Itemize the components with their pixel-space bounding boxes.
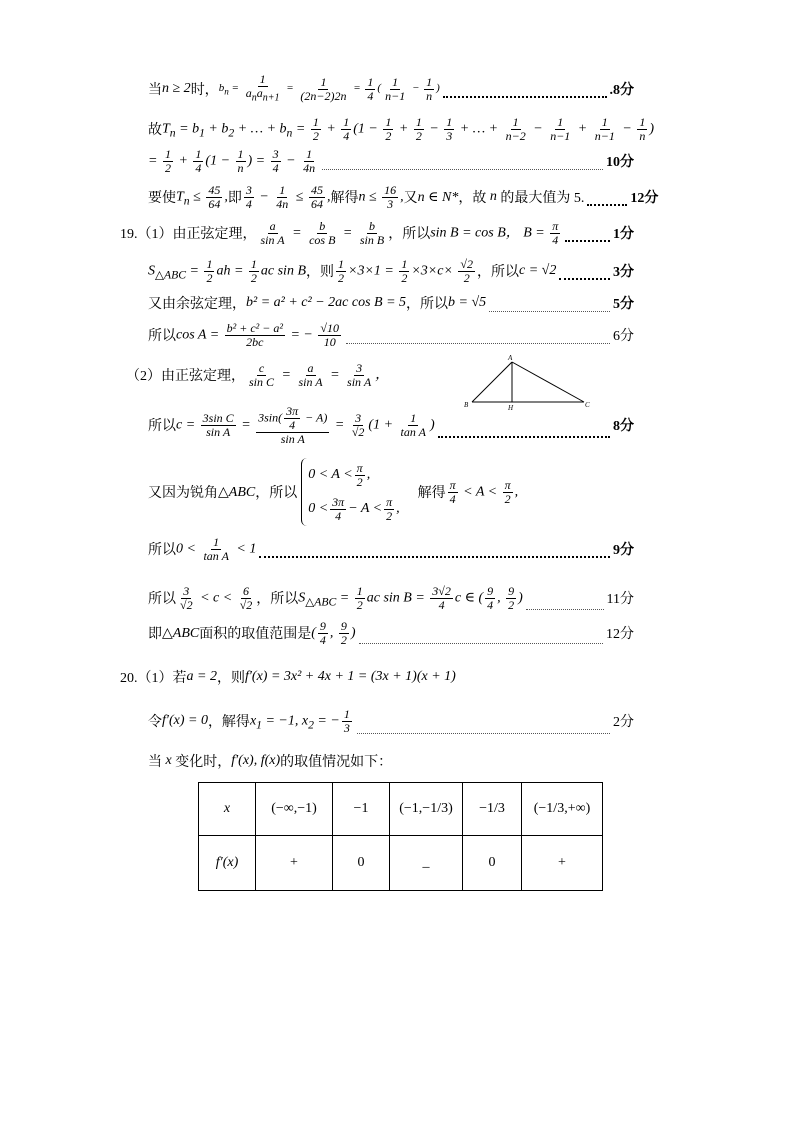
text-ze2: ，则 <box>216 671 245 686</box>
dots-leader <box>438 436 610 438</box>
score-8b: 8分 <box>613 419 634 434</box>
line-tn-sum <box>148 114 654 143</box>
math-c-val: c = √2 <box>519 263 557 278</box>
math-area: $S_{\triangle ABC}$ = $\frac{1}{2}$ ah = $\frac{1}{2}$ ac sin B <box>148 256 306 285</box>
text-you: 又 <box>403 191 418 206</box>
score-8: .8分 <box>609 83 634 98</box>
score-2: 2分 <box>613 715 634 730</box>
text-ze: ，则 <box>306 265 334 280</box>
dots-leader <box>565 240 610 242</box>
math-bn-def: $b_n$ = $\frac{1}{a_na_{n+1}}$ = $\frac{1}{(2n-2)2n}$ = $\frac{1}{4}$ ( $\frac{1}{n-1}$ − $\frac{1}{n}$ ) <box>218 72 440 104</box>
math-n-le: n ≤ $\frac{16}{3}$ , <box>358 182 404 211</box>
math-system: 0 < A < $\frac{\pi}{2}$ , 0 < $\frac{3\pi}{4}$ − A < $\frac{\pi}{2}$ , <box>301 458 399 526</box>
text-gu: 故 <box>148 123 162 138</box>
text-jiede2: 解得 <box>417 486 446 501</box>
dots-leader <box>359 643 603 644</box>
math-abc2: △ABC <box>162 625 200 641</box>
dots-leader <box>587 204 627 206</box>
text-suoyi9: ，所以 <box>256 592 299 607</box>
line-area-range <box>148 618 634 648</box>
text-suoyi7: 所以 <box>148 543 176 558</box>
line-bn <box>148 72 634 104</box>
score-12b: 12分 <box>606 627 634 642</box>
dots-leader <box>559 278 610 280</box>
math-b-val: b = √5 <box>448 295 487 310</box>
text-cosine: 又由余弦定理， <box>148 297 246 312</box>
text-acute: 又因为锐角 <box>148 486 218 501</box>
text-dang: 当 <box>148 83 162 98</box>
table-header-3: (−1,−1/3) <box>390 783 463 836</box>
text-dang2: 当 <box>148 755 162 770</box>
table-header-x: x <box>199 783 256 836</box>
table-row-label: f′(x) <box>199 836 256 891</box>
text-suoyi5: 所以 <box>148 419 176 434</box>
text-suoyi2: ，所以 <box>477 265 519 280</box>
table-cell: 0 <box>463 836 522 891</box>
math-tn-result: = $\frac{1}{2}$ + $\frac{1}{4}$ (1 − $\frac{1}{n}$ ) = $\frac{3}{4}$ − $\frac{1}{4n}$ <box>148 146 316 175</box>
math-sine-law: $\frac{a}{\text{sin A}}$ = $\frac{b}{\text{cos B}}$ = $\frac{b}{\text{sin B}}$ <box>260 218 385 247</box>
label-c: C <box>585 401 590 409</box>
text-gu2: ，故 <box>458 191 487 206</box>
dots-leader <box>346 343 610 344</box>
label-b: B <box>464 401 469 409</box>
text-max: 的最大值为 5. <box>500 191 585 206</box>
math-c-expr: c = $\frac{\text{3sin C}}{\text{sin A}}$ = 3sin( $\frac{3\pi}{4}$ − A) sin A = $\frac{3}{√2}$ (1 + $\frac{1}{\text{tan A}}$ ) <box>176 403 435 446</box>
score-11: 11分 <box>606 592 634 607</box>
table-row <box>199 836 603 891</box>
line-cosine <box>148 290 634 316</box>
line-c-expr <box>148 403 634 446</box>
math-a-eq-2: a = 2 <box>186 669 217 684</box>
line-cosA <box>148 322 634 348</box>
label-a: A <box>508 354 513 362</box>
text-ji: 即 <box>227 191 242 206</box>
triangle-figure <box>462 352 592 412</box>
line-tan <box>148 536 634 562</box>
text-suoyi8: 所以 <box>148 592 176 607</box>
label-h: H <box>508 404 514 412</box>
math-c-range: $\frac{3}{√2}$ < c < $\frac{6}{√2}$ <box>180 583 253 612</box>
line-acute <box>148 458 634 526</box>
math-x: x <box>162 753 176 768</box>
math-cosA: cos A = $\frac{\text{b² + c² − a²}}{2bc}$ = − $\frac{√10}{10}$ <box>176 320 339 349</box>
dots-leader <box>526 609 604 610</box>
score-1: 1分 <box>613 227 634 242</box>
dots-leader <box>322 169 603 170</box>
math-tan-range: 0 < $\frac{1}{\text{tan A}}$ < 1 <box>176 534 257 563</box>
text-yaoshi: 要使 <box>148 191 176 206</box>
score-3: 3分 <box>613 265 634 280</box>
line-area <box>148 258 634 284</box>
score-5: 5分 <box>613 297 634 312</box>
text-jiede3: ，解得 <box>207 715 250 730</box>
text-shi: 时， <box>190 83 219 98</box>
math-f-fprime: f′(x), f(x) <box>231 753 281 768</box>
table-header-1: (−∞,−1) <box>256 783 333 836</box>
table-cell: + <box>256 836 333 891</box>
math-sine-law-2: $\frac{c}{\text{sin C}}$ = $\frac{a}{\text{sin A}}$ = $\frac{3}{\text{sin A}}$ ， <box>249 360 390 389</box>
line-c-range <box>148 582 634 614</box>
text-suoyi3: ，所以 <box>406 297 449 312</box>
text-ling: 令 <box>148 715 162 730</box>
text-part2: （2）由正弦定理， <box>126 369 245 384</box>
dots-leader <box>357 733 610 734</box>
table-row <box>199 783 603 836</box>
math-tn-sum: $T_n = b_1 + b_2$ + … + $b_n$ = $\frac{1}{2}$ + $\frac{1}{4}$ (1 − $\frac{1}{2}$ + $\frac{1}{2}$ − $\frac{1}{3}$ + … + $\frac{1}{n-2}$ − $\frac{1}{n-1}$ + $\frac{1}{n-1}$ − $\frac{1}{n}$ ) <box>162 114 654 143</box>
line-max-n <box>148 182 659 211</box>
dots-leader <box>443 96 607 98</box>
text-suoyi: ，所以 <box>388 227 431 242</box>
text-suoyi4: 所以 <box>148 329 176 344</box>
score-12: 12分 <box>630 191 659 206</box>
text-bianhua: 变化时， <box>175 755 232 770</box>
text-q20: 20.（1）若 <box>120 671 187 686</box>
math-area-2: $\frac{1}{2}$ ×3×1 = $\frac{1}{2}$ ×3×c× $\frac{√2}{2}$ <box>338 256 473 285</box>
score-6: 6分 <box>613 329 634 344</box>
variation-table <box>198 782 603 891</box>
math-roots: $x_1 = -1$, $x_2$ = − $\frac{1}{3}$ <box>249 706 350 735</box>
dots-leader <box>259 556 610 558</box>
dots-leader <box>489 311 610 312</box>
math-abc: △ABC <box>218 484 256 500</box>
math-tn-ineq: $T_n$ ≤ $\frac{45}{64}$ , <box>176 182 228 211</box>
math-sinB-cosB: sin B = cos B， B = $\frac{\pi}{4}$ <box>430 218 559 247</box>
table-header-5: (−1/3,+∞) <box>522 783 603 836</box>
line-q20 <box>120 664 634 690</box>
math-cosine: b² = a² + c² − 2ac cos B = 5 <box>246 295 407 310</box>
table-cell: 0 <box>333 836 390 891</box>
score-9: 9分 <box>613 543 634 558</box>
table-header-2: −1 <box>333 783 390 836</box>
math-A-range: $\frac{\pi}{4}$ < A < $\frac{\pi}{2}$ , <box>449 477 519 506</box>
table-cell: + <box>522 836 603 891</box>
text-jiede: 解得 <box>330 191 359 206</box>
math-fprime-zero: f′(x) = 0 <box>162 713 208 728</box>
text-ji2: 即 <box>148 627 162 642</box>
math-ineq-2: $\frac{3}{4}$ − $\frac{1}{4n}$ ≤ $\frac{45}{64}$ , <box>245 182 331 211</box>
math-fprime: f′(x) = 3x² + 4x + 1 = (3x + 1)(x + 1) <box>244 669 456 684</box>
math-n-in-N: n ∈ N* <box>417 189 459 205</box>
text-suoyi6: ，所以 <box>255 486 298 501</box>
line-q20-solve <box>148 704 634 738</box>
table-cell: _ <box>390 836 463 891</box>
text-area: 面积的取值范围是 <box>199 627 312 642</box>
math-s-range: $S_{\triangle ABC}$ = $\frac{1}{2}$ ac sin B = $\frac{3√2}{4}$ c ∈ ( $\frac{9}{4}$ , $\frac{9}{2}$ ) <box>298 583 523 612</box>
score-10: 10分 <box>606 155 634 170</box>
line-q20-when <box>148 748 634 774</box>
math-n: n <box>486 189 501 204</box>
math-n-ge-2: n ≥ 2 <box>162 81 191 96</box>
line-tn-result <box>148 148 634 174</box>
text-q19: 19.（1）由正弦定理， <box>120 227 257 242</box>
math-area-interval: ( $\frac{9}{4}$ , $\frac{9}{2}$ ) <box>311 618 356 647</box>
table-header-4: −1/3 <box>463 783 522 836</box>
line-q19-sine <box>120 220 634 246</box>
text-quzhi: 的取值情况如下： <box>280 755 393 770</box>
